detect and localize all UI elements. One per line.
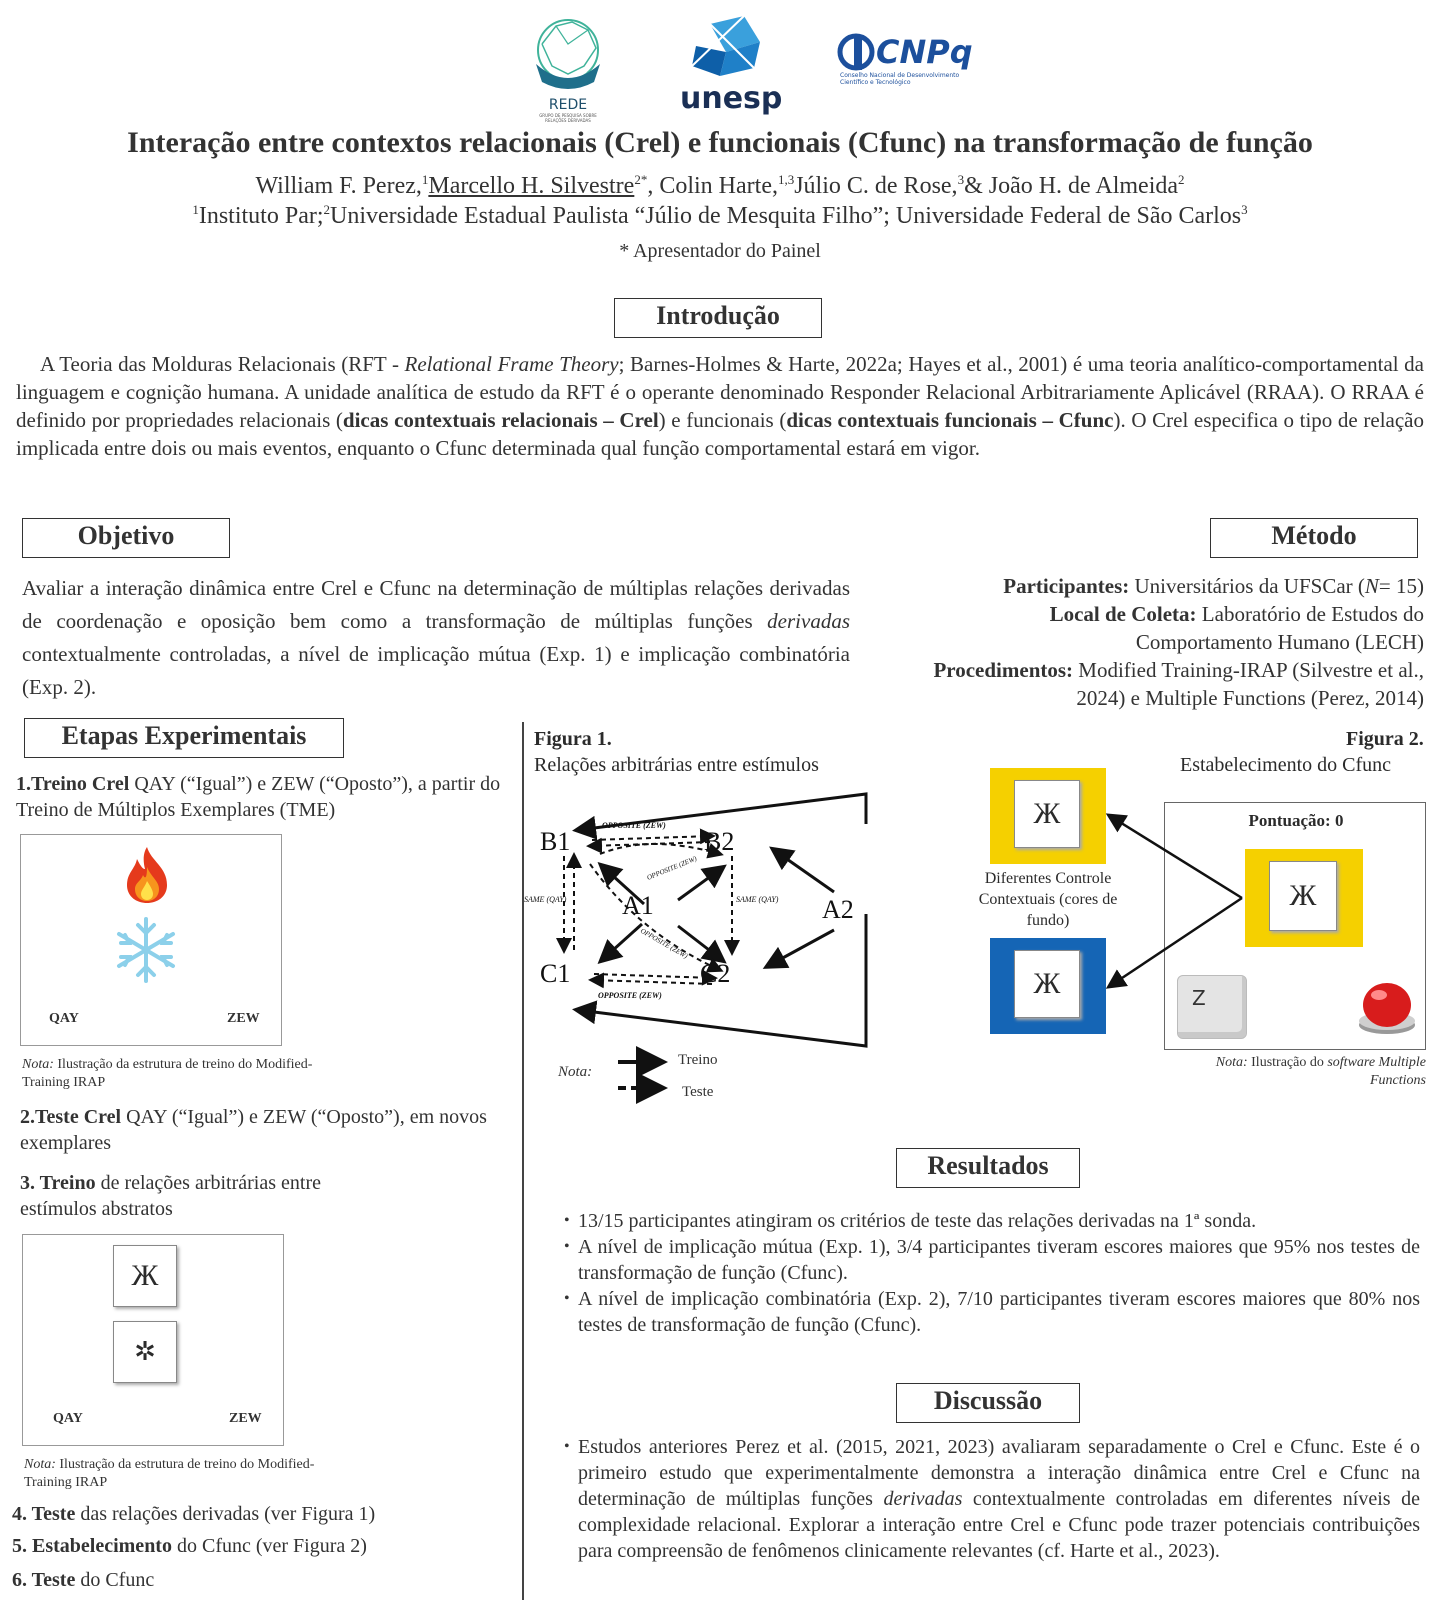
- metodo-local: Local de Coleta: Laboratório de Estudos do Comportamento Humano (LECH): [1049, 602, 1424, 654]
- resultado-item: • A nível de implicação mútua (Exp. 1), 3/4 participantes tiveram escores maiores que 95% nos testes de transformação de função (Cfunc).: [578, 1234, 1420, 1286]
- etapa-1: 1.Treino Crel QAY (“Igual”) e ZEW (“Oposto”), a partir do Treino de Múltiplos Exemplares (TME): [16, 773, 501, 821]
- figura1-caption: Relações arbitrárias entre estímulos: [534, 754, 819, 776]
- figura1-diagram: [524, 784, 890, 1054]
- red-button-icon[interactable]: [1355, 975, 1419, 1037]
- cnpq-text: CNPq: [876, 33, 973, 71]
- rede-globe-icon: [528, 14, 608, 94]
- qay-label: QAY: [49, 1011, 79, 1026]
- arrow-a2-b2: [774, 850, 834, 892]
- introducao-text: A Teoria das Molduras Relacionais (RFT - Relational Frame Theory; Barnes-Holmes & Harte, 2022a; Hayes et al., 2001) é uma teoria analítico-comportamental da linguagem e cognição humana. A unidade analítica de estudo da RFT é o operante denominado Responder Relacional Arbitrariamente Aplicável (RRAA). O RRAA é definido por propriedades relacionais (dicas contextuais relacionais – Crel) e funcionais (dicas contextuais funcionais – Cfunc). O Crel especifica o tipo de relação implicada entre dois ou mais eventos, enquanto o Cfunc determinada qual função comportamental estará em vigor.: [16, 352, 1425, 460]
- resultado-item: • 13/15 participantes atingiram os critérios de teste das relações derivadas na 1ª sonda.: [578, 1208, 1420, 1234]
- snowflake-icon: [111, 915, 181, 985]
- affil-3-sup: 3: [1241, 202, 1248, 217]
- figura1-nota: Nota:: [558, 1064, 593, 1080]
- unesp-text: unesp: [680, 81, 783, 116]
- arrow-a1-b2: [678, 868, 722, 900]
- node-b2: B2: [704, 827, 735, 856]
- label-opposite-bottom: OPPOSITE (ZEW): [598, 991, 662, 1000]
- legend-arrows: [616, 1052, 672, 1098]
- unesp-logo: [680, 16, 783, 116]
- training-panel-1: [20, 834, 282, 1046]
- node-b1: B1: [540, 827, 571, 856]
- arrow-a2-c2: [768, 930, 834, 966]
- cnpq-subtext-1: Conselho Nacional de Desenvolvimento: [840, 72, 960, 79]
- arrow-a1-c1: [602, 924, 642, 960]
- metodo-heading: Método: [1210, 518, 1418, 558]
- label-opposite-top: OPPOSITE (ZEW): [602, 821, 666, 830]
- label-same-left: SAME (QAY): [524, 895, 567, 904]
- cnpq-logo: [836, 32, 986, 96]
- zew-label-2: ZEW: [229, 1411, 262, 1426]
- node-c2: C2: [700, 959, 731, 988]
- affil-2: Universidade Estadual Paulista “Júlio de Mesquita Filho”; Universidade Federal de São Carlos: [330, 203, 1242, 229]
- figura2-label: Figura 2.: [1346, 728, 1424, 750]
- fire-icon: [121, 845, 173, 905]
- metodo-text: [880, 572, 1424, 712]
- author-3-sup: 1,3: [777, 172, 795, 187]
- legend-treino: Treino: [678, 1052, 718, 1068]
- discussao-heading: Discussão: [896, 1383, 1080, 1423]
- resultado-item: • A nível de implicação combinatória (Exp. 2), 7/10 participantes tiveram escores maiores que 80% nos testes de transformação de função (Cfunc).: [578, 1286, 1420, 1338]
- resultados-heading: Resultados: [896, 1148, 1080, 1188]
- affil-1: Instituto Par;: [198, 203, 324, 229]
- stimulus-card-1: Ж: [113, 1245, 177, 1307]
- label-opposite-diag-1: OPPOSITE (ZEW): [645, 854, 698, 882]
- poster-title: Interação entre contextos relacionais (Crel) e funcionais (Cfunc) na transformação de função: [127, 126, 1313, 159]
- discussao-item: • Estudos anteriores Perez et al. (2015, 2021, 2023) avaliaram separadamente o Crel e Cfunc. Este é o primeiro estudo que experimentalmente demonstra a interação dinâmica entre Crel e Cfunc na determinação de múltiplas funções derivadas contextualmente controladas em diferentes níveis de complexidade relacional. Explorar a interação entre Crel e Cfunc pode trazer potenciais contribuições para compreensão de fenômenos clinicamente relevantes (cf. Harte et al., 2023).: [578, 1434, 1420, 1564]
- context-yellow: [990, 768, 1106, 864]
- stimulus-card-2: ✲: [113, 1321, 177, 1383]
- label-same-right: SAME (QAY): [736, 895, 779, 904]
- label-opposite-diag-2: OPPOSITE (ZEW): [639, 926, 689, 961]
- metodo-participantes: Participantes: Universitários da UFSCar (N= 15): [1003, 574, 1424, 598]
- figura2-caption: Estabelecimento do Cfunc: [1180, 754, 1392, 776]
- author-5: & João H. de Almeida: [964, 173, 1179, 199]
- etapa-6: 6. Teste do Cfunc: [12, 1569, 155, 1591]
- training-panel-2: [22, 1234, 284, 1446]
- objetivo-text: Avaliar a interação dinâmica entre Crel e Cfunc na determinação de múltiplas relações derivadas de coordenação e oposição bem como a transformação de múltiplas funções derivadas contextualmente controladas, a nível de implicação mútua (Exp. 1) e implicação combinatória (Exp. 2).: [22, 576, 850, 699]
- author-5-sup: 2: [1178, 172, 1185, 187]
- author-1-sup: 1: [421, 172, 429, 187]
- etapa-4: 4. Teste das relações derivadas (ver Figura 1): [12, 1503, 376, 1525]
- discussao-list: [560, 1434, 1420, 1564]
- resultados-list: [560, 1208, 1420, 1338]
- metodo-procedimentos: Procedimentos: Modified Training-IRAP (Silvestre et al., 2024) e Multiple Functions (Perez, 2014): [933, 658, 1424, 710]
- nota-panel-2: Nota: Ilustração da estrutura de treino do Modified-Training IRAP: [24, 1457, 315, 1490]
- arrow-to-yellow: [1110, 816, 1242, 898]
- legend-teste: Teste: [682, 1084, 714, 1100]
- arrow-to-blue: [1110, 898, 1242, 986]
- authors-line: [0, 172, 1440, 200]
- author-4: Júlio C. de Rose,: [794, 173, 958, 199]
- author-1: William F. Perez,: [255, 173, 422, 199]
- context-blue: [990, 938, 1106, 1034]
- zew-label: ZEW: [227, 1011, 260, 1026]
- affil-2-sup: 2: [323, 202, 331, 217]
- node-a2: A2: [822, 895, 854, 924]
- nota-panel-1: Nota: Ilustração da estrutura de treino do Modified-Training IRAP: [22, 1057, 313, 1090]
- author-2-sup: 2*: [634, 172, 648, 187]
- stimulus-yellow: Ж: [1014, 780, 1080, 848]
- author-2: Marcello H. Silvestre: [428, 173, 635, 199]
- etapa-5: 5. Estabelecimento do Cfunc (ver Figura 2): [12, 1535, 367, 1557]
- context-label: Diferentes Controle Contextuais (cores de fundo): [978, 870, 1118, 929]
- node-a1: A1: [622, 891, 654, 920]
- unesp-cube-icon: [680, 16, 780, 78]
- figura2-nota: Nota: Ilustração do software Multiple Functions: [1215, 1055, 1426, 1088]
- center-stimulus-frame: [1245, 849, 1363, 947]
- objetivo-heading: Objetivo: [22, 518, 230, 558]
- author-4-sup: 3: [957, 172, 965, 187]
- introducao-heading: Introdução: [614, 298, 822, 338]
- etapa-3: 3. Treino de relações arbitrárias entre estímulos abstratos: [20, 1172, 321, 1220]
- cnpq-subtext-2: Científico e Tecnológico: [840, 79, 911, 86]
- affiliations-line: [0, 202, 1440, 230]
- presenter-note: * Apresentador do Painel: [619, 240, 821, 262]
- etapas-heading: Etapas Experimentais: [24, 718, 344, 758]
- figura1-label: Figura 1.: [534, 728, 612, 750]
- rede-subtext: GRUPO DE PESQUISA SOBRE RELAÇÕES DERIVADAS: [539, 113, 597, 123]
- qay-label-2: QAY: [53, 1411, 83, 1426]
- pontuacao-label: Pontuação: 0: [1248, 811, 1344, 830]
- affil-1-sup: 1: [192, 202, 199, 217]
- node-c1: C1: [540, 959, 571, 988]
- rede-text: REDE: [548, 97, 588, 113]
- stimulus-center: Ж: [1269, 861, 1337, 931]
- author-3: , Colin Harte,: [647, 173, 778, 199]
- vertical-divider: [522, 722, 524, 1600]
- etapa-2: 2.Teste Crel QAY (“Igual”) e ZEW (“Oposto”), em novos exemplares: [20, 1106, 487, 1154]
- z-key-label: Z: [1192, 986, 1206, 1010]
- rede-logo: [528, 14, 608, 123]
- cnpq-emblem-icon: [836, 32, 876, 72]
- stimulus-blue: Ж: [1014, 950, 1080, 1018]
- figura2-arrows: [1100, 800, 1250, 1000]
